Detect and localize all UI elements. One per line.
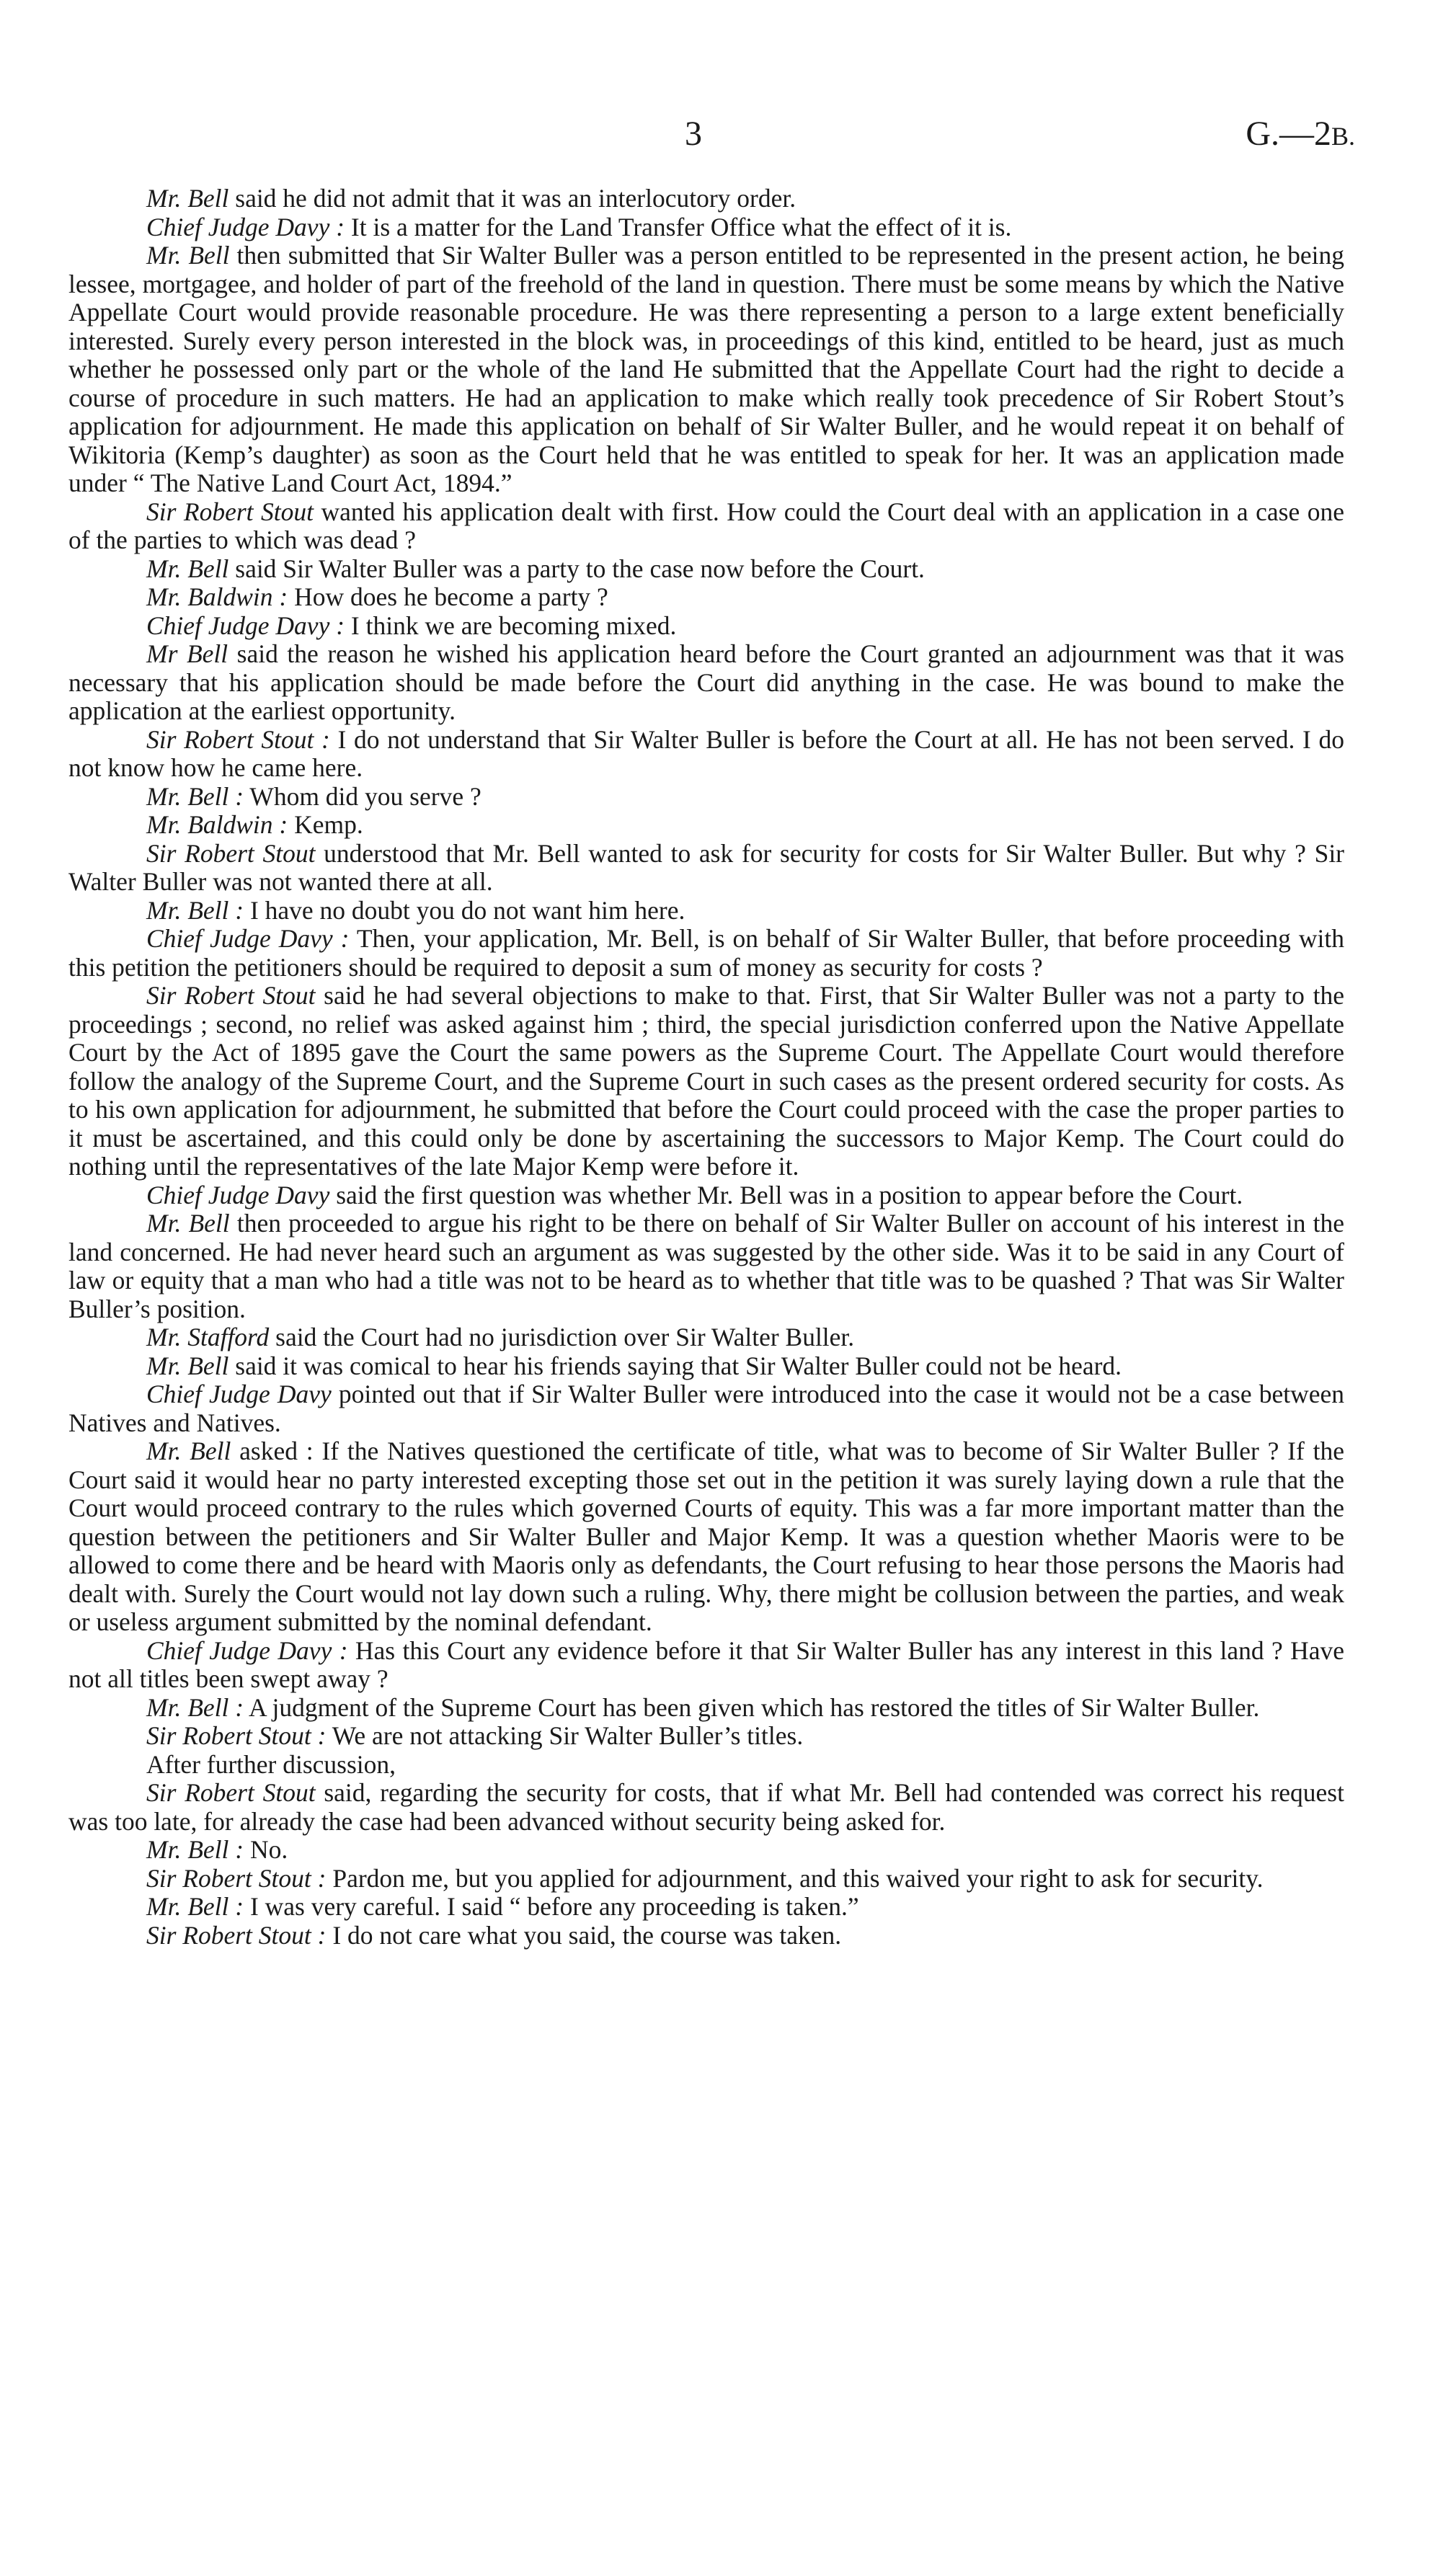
transcript-paragraph — [68, 1380, 1344, 1437]
speaker-name: Sir Robert Stout — [146, 497, 314, 526]
transcript-paragraph — [68, 640, 1344, 726]
transcript-paragraph — [68, 555, 1344, 584]
transcript-paragraph — [68, 783, 1344, 812]
transcript-paragraph — [68, 840, 1344, 897]
transcript-paragraph — [68, 982, 1344, 1181]
transcript-paragraph — [68, 213, 1344, 242]
speaker-name: Mr. Bell : — [146, 781, 244, 811]
paragraph-text: I do not understand that Sir Walter Buller is before the Court at all. He has not been served. I do not know how he came here. — [68, 724, 1344, 782]
transcript-body — [68, 185, 1344, 1950]
transcript-paragraph — [68, 726, 1344, 783]
page-number: 3 — [685, 115, 702, 153]
paragraph-text: then submitted that Sir Walter Buller was a person entitled to be represented in the present action, he being lessee, mortgagee, and holder of part of the freehold of the land in question. There must be some means by which the Native Appellate Court would provide reasonable procedure. He was there representing a person to a large extent beneficially interested. Surely every person interested in the block was, in proceedings of this kind, entitled to be heard, just as much whether he possessed only part or the whole of the land He submitted that the Appellate Court had the right to decide a course of procedure in such matters. He had an application to make which really took precedence of Sir Robert Stout’s application for adjournment. He made this application on behalf of Sir Walter Buller, and he would repeat it on behalf of Wikitoria (Kemp’s daughter) as soon as the Court held that he was entitled to speak for her. It was an application made under “ The Native Land Court Act, 1894.” — [68, 241, 1344, 497]
speaker-name: Mr. Bell — [146, 1437, 231, 1465]
paragraph-text: Kemp. — [288, 810, 363, 839]
transcript-paragraph — [68, 1637, 1344, 1694]
speaker-name: Mr. Bell : — [146, 1835, 244, 1864]
paragraph-text: I think we are becoming mixed. — [345, 610, 677, 640]
speaker-name: Mr Bell — [146, 639, 228, 668]
speaker-name: Sir Robert Stout — [146, 838, 316, 868]
paragraph-text: pointed out that if Sir Walter Buller were introduced into the case it would not be a case between Natives and Natives. — [68, 1380, 1344, 1437]
speaker-name: Mr. Stafford — [146, 1323, 270, 1351]
transcript-paragraph — [68, 1209, 1344, 1323]
paragraph-text: said he had several objections to make to that. First, that Sir Walter Buller was not a party to the proceedings ; second, no relief was asked against him ; third, the special jurisdiction conferred upon the Native Appellate Court by the Act of 1895 gave the Court the same powers as the Supreme Court. The Appellate Court would therefore follow the analogy of the Supreme Court, and the Supreme Court in such cases as the present ordered security for costs. As to his own application for adjournment, he submitted that before the Court could proceed with the case the proper parties to it must be ascertained, and this could only be done by ascertaining the successors to Major Kemp. The Court could do nothing until the representatives of the late Major Kemp were before it. — [68, 981, 1344, 1181]
speaker-name: Sir Robert Stout : — [146, 1863, 327, 1893]
paragraph-text: said Sir Walter Buller was a party to the case now before the Court. — [228, 554, 925, 583]
speaker-name: Mr. Bell — [146, 241, 230, 270]
transcript-paragraph — [68, 1922, 1344, 1950]
paragraph-text: It is a matter for the Land Transfer Office what the effect of it is. — [345, 212, 1012, 241]
speaker-name: Chief Judge Davy : — [146, 610, 345, 640]
speaker-name: Mr. Baldwin : — [146, 810, 288, 839]
transcript-paragraph — [68, 612, 1344, 641]
speaker-name: Chief Judge Davy : — [146, 1635, 348, 1665]
transcript-paragraph — [68, 185, 1344, 213]
transcript-paragraph — [68, 1779, 1344, 1836]
reference-suffix: B. — [1331, 122, 1355, 151]
speaker-name: Sir Robert Stout : — [146, 1920, 327, 1950]
transcript-paragraph — [68, 1694, 1344, 1723]
transcript-paragraph — [68, 1865, 1344, 1893]
paragraph-text: Then, your application, Mr. Bell, is on behalf of Sir Walter Buller, that before proceeding with this petition the petitioners should be required to deposit a sum of money as security for costs ? — [68, 924, 1344, 982]
paragraph-text: I do not care what you said, the course was taken. — [326, 1920, 842, 1950]
speaker-name: Mr. Bell — [146, 1351, 229, 1380]
speaker-name: Sir Robert Stout : — [146, 724, 330, 754]
speaker-name: Mr. Bell : — [146, 1692, 244, 1722]
paragraph-text: said the first question was whether Mr. Bell was in a position to appear before the Court. — [329, 1180, 1243, 1209]
speaker-name: Chief Judge Davy — [146, 1180, 330, 1209]
paragraph-text: said it was comical to hear his friends saying that Sir Walter Buller could not be heard. — [228, 1351, 1122, 1380]
transcript-paragraph — [68, 1437, 1344, 1637]
transcript-paragraph — [68, 1893, 1344, 1922]
speaker-name: Chief Judge Davy — [146, 1380, 332, 1408]
paragraph-text: said the reason he wished his application heard before the Court granted an adjournment was that it was necessary that his application should be made before the Court did anything in the case. He was bound to make the application at the earliest opportunity. — [68, 639, 1344, 725]
transcript-paragraph — [68, 1722, 1344, 1751]
paragraph-text: then proceeded to argue his right to be there on behalf of Sir Walter Buller on account of his interest in the land concerned. He had never heard such an argument as was suggested by the other side. Was it to be said in any Court of law or equity that a man who had a title was not to be heard as to whether that title was to be quashed ? That was Sir Walter Buller’s position. — [68, 1209, 1345, 1323]
transcript-paragraph — [68, 1323, 1344, 1352]
paragraph-text: I was very careful. I said “ before any proceeding is taken.” — [244, 1892, 859, 1921]
paragraph-text: said, regarding the security for costs, that if what Mr. Bell had contended was correct his request was too late, for already the case had been advanced without security being asked for. — [68, 1778, 1344, 1836]
paragraph-text: How does he become a party ? — [288, 582, 608, 611]
speaker-name: Sir Robert Stout — [146, 1778, 316, 1807]
reference-main: G.—2 — [1246, 115, 1331, 153]
speaker-name: Chief Judge Davy : — [146, 212, 345, 241]
paragraph-text: No. — [244, 1835, 288, 1864]
transcript-paragraph — [68, 811, 1344, 840]
paragraph-text: After further discussion, — [146, 1749, 396, 1779]
paragraph-text: Has this Court any evidence before it that Sir Walter Buller has any interest in this land ? Have not all titles been swept away ? — [68, 1635, 1344, 1693]
transcript-paragraph — [68, 241, 1344, 498]
paragraph-text: asked : If the Natives questioned the certificate of title, what was to become of Sir Walter Buller ? If the Court said it would hear no party interested excepting those set out in the petition it was surely laying down a rule that the Court would proceed contrary to the rules which governed Courts of equity. This was a far more important matter than the question between the petitioners and Sir Walter Buller and Major Kemp. It was a question whether Maoris were to be allowed to come there and be heard with Maoris only as defendants, the Court refusing to hear those persons the Maoris had dealt with. Surely the Court would not lay down such a ruling. Why, there might be collusion between the parties, and weak or useless argument submitted by the nominal defendant. — [68, 1437, 1344, 1636]
paragraph-text: We are not attacking Sir Walter Buller’s titles. — [326, 1721, 804, 1750]
speaker-name: Mr. Bell — [146, 554, 229, 583]
speaker-name: Mr. Bell : — [146, 895, 244, 925]
speaker-name: Sir Robert Stout — [146, 981, 316, 1010]
transcript-paragraph — [68, 583, 1344, 612]
speaker-name: Mr. Bell : — [146, 1892, 244, 1921]
paragraph-text: Whom did you serve ? — [244, 781, 481, 811]
transcript-paragraph — [68, 1836, 1344, 1865]
transcript-paragraph — [68, 1751, 1344, 1780]
speaker-name: Mr. Bell — [146, 184, 229, 213]
transcript-paragraph — [68, 1181, 1344, 1210]
transcript-paragraph — [68, 897, 1344, 925]
speaker-name: Mr. Baldwin : — [146, 582, 288, 611]
document-reference — [1246, 114, 1355, 154]
transcript-paragraph — [68, 925, 1344, 982]
speaker-name: Chief Judge Davy : — [146, 924, 350, 953]
paragraph-text: said he did not admit that it was an interlocutory order. — [228, 184, 796, 213]
paragraph-text: wanted his application dealt with first. How could the Court deal with an application in a case one of the parties to which was dead ? — [68, 497, 1344, 554]
paragraph-text: Pardon me, but you applied for adjournment, and this waived your right to ask for security. — [326, 1863, 1264, 1893]
paragraph-text: understood that Mr. Bell wanted to ask for security for costs for Sir Walter Buller. But why ? Sir Walter Buller was not wanted there at all. — [68, 838, 1345, 896]
paragraph-text: I have no doubt you do not want him here. — [244, 895, 685, 925]
transcript-paragraph — [68, 1352, 1344, 1381]
speaker-name: Sir Robert Stout : — [146, 1721, 327, 1750]
paragraph-text: said the Court had no jurisdiction over Sir Walter Buller. — [269, 1323, 855, 1351]
paragraph-text: A judgment of the Supreme Court has been given which has restored the titles of Sir Walter Buller. — [244, 1692, 1260, 1722]
transcript-paragraph — [68, 498, 1344, 555]
speaker-name: Mr. Bell — [146, 1209, 230, 1238]
